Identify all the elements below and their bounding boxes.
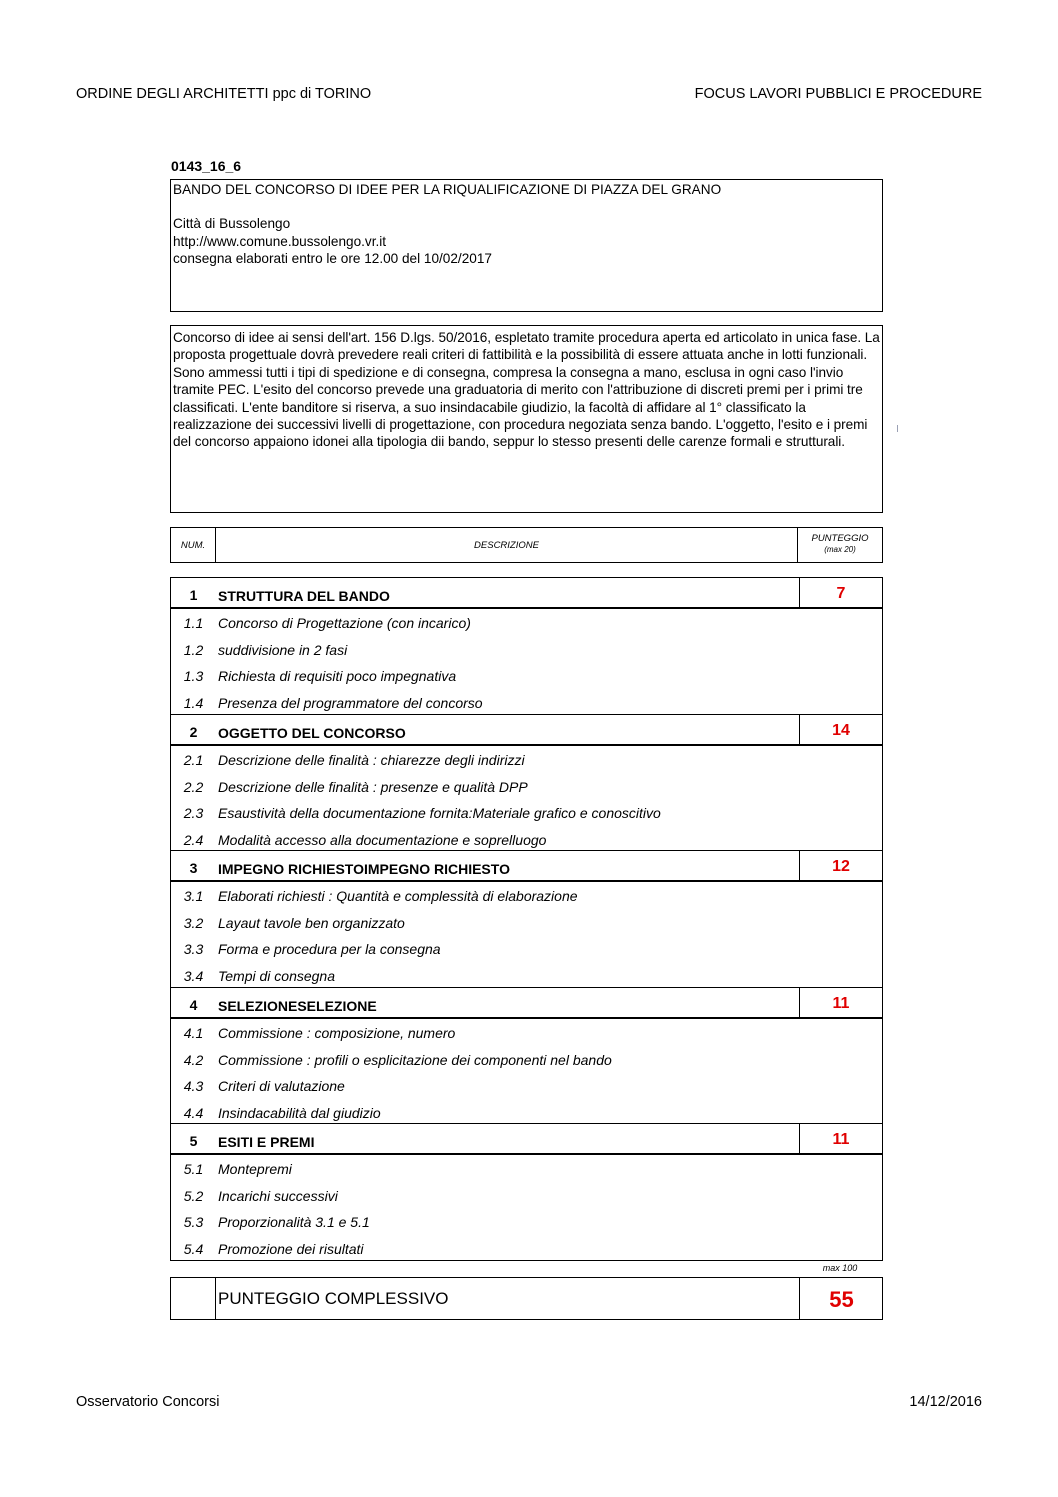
item-number: 3.3 (183, 941, 204, 957)
document-code: 0143_16_6 (171, 158, 242, 174)
footer-date: 14/12/2016 (909, 1394, 982, 1410)
section-score: 11 (799, 1124, 883, 1154)
item-number: 4.3 (183, 1078, 204, 1094)
item-text: Descrizione delle finalità : chiarezze degli indirizzi (218, 752, 525, 768)
item-text: Layaut tavole ben organizzato (218, 915, 405, 931)
item-text: Proporzionalità 3.1 e 5.1 (218, 1214, 370, 1230)
total-score: 55 (799, 1278, 883, 1319)
section-name: OGGETTO DEL CONCORSO (218, 725, 406, 741)
item-text: Incarichi successivi (218, 1188, 338, 1204)
item-number: 2.3 (183, 805, 204, 821)
item-number: 4.2 (183, 1052, 204, 1068)
section-name: ESITI E PREMI (218, 1134, 315, 1150)
item-text: Commissione : profili o esplicitazione dei componenti nel bando (218, 1052, 612, 1068)
item-number: 4.1 (183, 1025, 204, 1041)
section-4 (171, 987, 882, 1123)
list-item (171, 1183, 882, 1209)
list-item (171, 1209, 882, 1235)
total-row (170, 1277, 883, 1320)
column-punteggio-label: PUNTEGGIO (811, 533, 869, 544)
item-text: Commissione : composizione, numero (218, 1025, 456, 1041)
list-item (171, 663, 882, 689)
section-header (171, 988, 882, 1018)
item-number: 4.4 (183, 1105, 204, 1121)
description-box: Concorso di idee ai sensi dell'art. 156 D.lgs. 50/2016, espletato tramite procedura aperta ed articolato in unica fase. La proposta progettuale dovrà prevedere reali criteri di fattibilità e la possibilità di essere attuata anche in lotti funzionali. Sono ammessi tutti i tipi di spedizione e di consegna, compresa la consegna a mano, esclusa in ogni caso l'invio tramite PEC. L'esito del concorso prevede una graduatoria di merito con l'attribuzione di discreti premi per i primi tre classificati. L'ente banditore si riserva, a suo insindacabile giudizio, la facoltà di affidare al 1° classificato la realizzazione dei successivi livelli di progettazione, con procedura negoziata senza bando. L'oggetto, l'esito e i premi del concorso appaiono idonei alla tipologia dii bando, seppur lo stesso presenti delle carenze formali e strutturali. (170, 325, 883, 513)
section-number: 1 (189, 587, 198, 603)
item-number: 5.2 (183, 1188, 204, 1204)
column-punteggio-max: (max 20) (824, 545, 856, 554)
item-text: Insindacabilità dal giudizio (218, 1105, 381, 1121)
item-number: 3.2 (183, 915, 204, 931)
section-name: STRUTTURA DEL BANDO (218, 588, 390, 604)
column-num: NUM. (171, 528, 216, 562)
item-text: Elaborati richiesti : Quantità e complessità di elaborazione (218, 888, 578, 904)
deadline-text: consegna elaborati entro le ore 12.00 del 10/02/2017 (173, 251, 492, 267)
item-number: 5.1 (183, 1161, 204, 1177)
section-number: 4 (189, 997, 198, 1013)
page-footer (76, 1394, 982, 1414)
total-label: PUNTEGGIO COMPLESSIVO (218, 1289, 449, 1308)
item-text: Criteri di valutazione (218, 1078, 345, 1094)
item-number: 2.1 (183, 752, 204, 768)
item-number: 1.2 (183, 642, 204, 658)
list-item (171, 1073, 882, 1099)
item-number: 1.1 (183, 615, 204, 631)
section-score: 14 (799, 715, 883, 745)
item-text: Descrizione delle finalità : presenze e qualità DPP (218, 779, 528, 795)
list-item (171, 963, 882, 989)
item-text: Esaustività della documentazione fornita:Materiale grafico e conoscitivo (218, 805, 661, 821)
list-item (171, 800, 882, 826)
section-header (171, 715, 882, 745)
section-1 (171, 578, 882, 714)
list-item (171, 1156, 882, 1182)
item-text: Forma e procedura per la consegna (218, 941, 441, 957)
item-number: 5.3 (183, 1214, 204, 1230)
column-header (170, 527, 883, 563)
list-item (171, 637, 882, 663)
section-header (171, 578, 882, 608)
list-item (171, 1236, 882, 1262)
header-focus: FOCUS LAVORI PUBBLICI E PROCEDURE (694, 86, 982, 102)
section-score: 12 (799, 851, 883, 881)
section-2 (171, 714, 882, 850)
section-3 (171, 850, 882, 986)
list-item (171, 747, 882, 773)
list-item (171, 910, 882, 936)
section-number: 5 (189, 1133, 198, 1149)
item-text: Montepremi (218, 1161, 292, 1177)
item-text: Presenza del programmatore del concorso (218, 695, 483, 711)
section-name: SELEZIONESELEZIONE (218, 998, 377, 1014)
item-number: 1.3 (183, 668, 204, 684)
item-text: Concorso di Progettazione (con incarico) (218, 615, 471, 631)
item-number: 2.2 (183, 779, 204, 795)
item-text: Tempi di consegna (218, 968, 336, 984)
competition-title: BANDO DEL CONCORSO DI IDEE PER LA RIQUALIFICAZIONE DI PIAZZA DEL GRANO (173, 182, 722, 197)
item-number: 1.4 (183, 695, 204, 711)
section-number: 2 (189, 724, 198, 740)
list-item (171, 1020, 882, 1046)
list-item (171, 1047, 882, 1073)
section-score: 7 (799, 578, 883, 608)
entity-url: http://www.comune.bussolengo.vr.it (173, 233, 387, 249)
list-item (171, 936, 882, 962)
item-number: 2.4 (183, 832, 204, 848)
section-score: 11 (799, 988, 883, 1018)
page-header (76, 86, 982, 106)
score-table (170, 577, 883, 1261)
title-box (170, 179, 883, 312)
section-number: 3 (189, 860, 198, 876)
section-header (171, 1124, 882, 1154)
list-item (171, 610, 882, 636)
column-descrizione: DESCRIZIONE (216, 528, 798, 562)
item-text: Modalità accesso alla documentazione e soprelluogo (218, 832, 547, 848)
item-text: Richiesta di requisiti poco impegnativa (218, 668, 457, 684)
item-number: 3.1 (183, 888, 204, 904)
item-text: suddivisione in 2 fasi (218, 642, 348, 658)
column-punteggio (798, 528, 882, 562)
section-name: IMPEGNO RICHIESTOIMPEGNO RICHIESTO (218, 861, 510, 877)
section-header (171, 851, 882, 881)
list-item (171, 774, 882, 800)
margin-mark (897, 425, 898, 432)
item-number: 3.4 (183, 968, 204, 984)
header-organization: ORDINE DEGLI ARCHITETTI ppc di TORINO (76, 86, 372, 102)
max-score-note: max 100 (822, 1263, 858, 1273)
footer-observatory: Osservatorio Concorsi (76, 1394, 220, 1410)
item-text: Promozione dei risultati (218, 1241, 364, 1257)
list-item (171, 883, 882, 909)
section-5 (171, 1123, 882, 1259)
entity-name: Città di Bussolengo (173, 216, 291, 232)
list-item (171, 690, 882, 716)
item-number: 5.4 (183, 1241, 204, 1257)
